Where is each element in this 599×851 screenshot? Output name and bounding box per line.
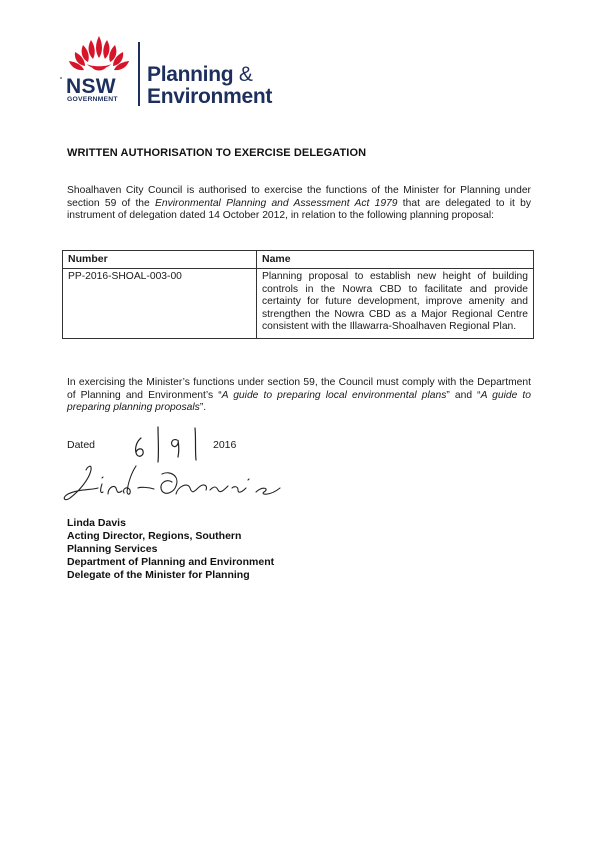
column-header-number: Number [63,251,257,269]
compliance-paragraph [67,377,531,415]
signatory-title-line1: Acting Director, Regions, Southern [67,530,242,542]
table-header-row [63,251,534,269]
guide-proposals-title: A guide to preparing planning proposals [67,389,531,414]
guide-lep-title: A guide to preparing local environmental plans [221,389,447,401]
para2-text-a: In exercising the Minister’s functions under section 59, the Council must comply with the Department of Planning and Environment’s “ [67,377,531,401]
table-row [63,269,534,339]
proposal-name: Planning proposal to establish new height of building controls in the Nowra CBD to facilitate and provide certainty for future development, improve amenity and strengthen the Nowra CBD as a Major Regional Centre consistent with the Illawarra-Shoalhaven Regional Plan. [257,269,534,339]
para2-text-b: ” and “ [446,389,481,401]
para2-text-c: ”. [199,402,207,414]
nsw-planning-logo [64,34,304,109]
planning-proposal-table [62,250,534,339]
dept-name-line1 [147,63,253,87]
dated-label: Dated [67,439,96,451]
column-header-name: Name [257,251,534,269]
signatory-block [67,517,274,582]
dept-planning: Planning [147,63,234,86]
logo-nsw-text: NSW [66,75,116,98]
proposal-number: PP-2016-SHOAL-003-00 [63,269,257,339]
para1-text-b: that are delegated to it by instrument of delegation dated 14 October 2012, in relation to the following planning proposal: [67,197,531,222]
scan-speck [60,77,62,79]
waratah-icon [67,34,131,76]
logo-government-text: GOVERNMENT [67,96,118,103]
signatory-delegate: Delegate of the Minister for Planning [67,569,250,581]
para1-text-a: Shoalhaven City Council is authorised to exercise the functions of the Minister for Planning under section 59 of the [67,185,531,209]
act-title: Environmental Planning and Assessment Act 1979 [155,197,398,209]
dept-name-line2: Environment [147,85,273,108]
dated-year: 2016 [213,439,237,451]
signatory-title-line2: Planning Services [67,543,158,555]
signatory-department: Department of Planning and Environment [67,556,275,568]
document-title: WRITTEN AUTHORISATION TO EXERCISE DELEGATION [67,147,367,159]
handwritten-signature [58,458,298,516]
signatory-name: Linda Davis [67,517,126,529]
authorisation-paragraph [67,185,531,223]
logo-divider [138,42,140,106]
dept-ampersand: & [238,63,253,86]
